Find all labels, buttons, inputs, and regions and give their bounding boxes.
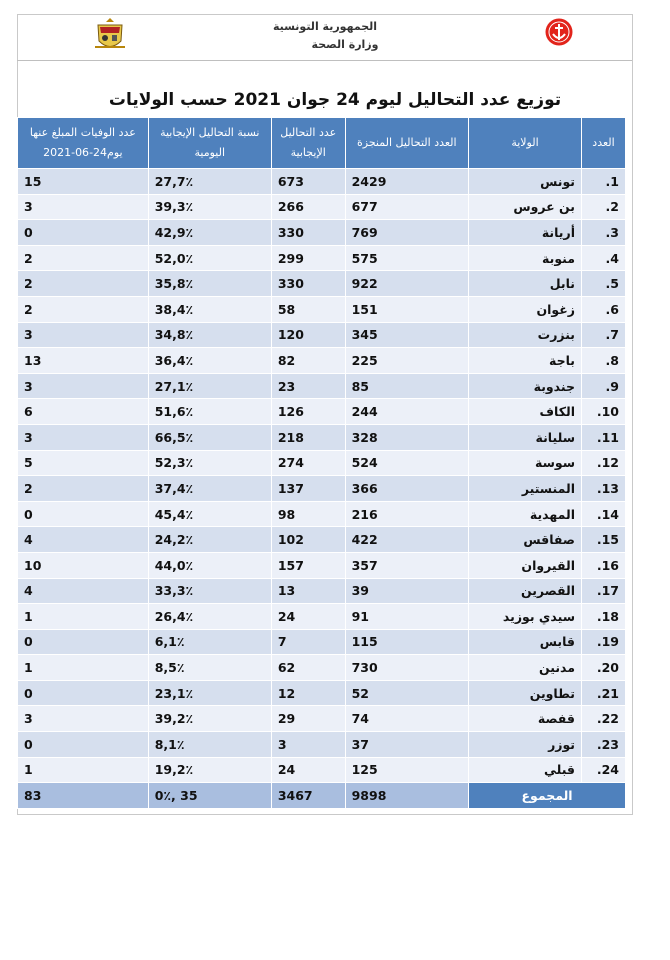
row-index: 13. [582,476,626,502]
table-row [18,322,626,348]
table-row [18,348,626,374]
row-index: 5. [582,271,626,297]
col-tests-done: العدد التحاليل المنجزة [345,118,468,169]
row-rate: 8,5٪ [148,655,271,681]
row-deaths: 4 [18,527,149,553]
total-deaths: 83 [18,783,149,809]
row-index: 23. [582,732,626,758]
ministry-health-logo-icon [545,18,573,46]
row-positive: 673 [271,169,345,195]
col-rate-line2: اليومية [194,146,226,159]
row-index: 11. [582,424,626,450]
row-governorate: تونس [469,169,582,195]
row-positive: 126 [271,399,345,425]
table-row [18,424,626,450]
row-positive: 13 [271,578,345,604]
row-positive: 330 [271,271,345,297]
row-rate: 36,4٪ [148,348,271,374]
page-title: توزيع عدد التحاليل ليوم 24 جوان 2021 حسب الولايات [108,90,562,110]
row-rate: 35,8٪ [148,271,271,297]
row-positive: 98 [271,501,345,527]
row-deaths: 13 [18,348,149,374]
row-rate: 27,1٪ [148,373,271,399]
header-rule [17,60,632,61]
row-tests: 2429 [345,169,468,195]
row-tests: 677 [345,194,468,220]
row-index: 19. [582,629,626,655]
row-rate: 39,3٪ [148,194,271,220]
table-row [18,271,626,297]
row-rate: 39,2٪ [148,706,271,732]
row-governorate: المنستير [469,476,582,502]
row-index: 16. [582,552,626,578]
row-positive: 102 [271,527,345,553]
col-index: العدد [582,118,626,169]
row-tests: 151 [345,296,468,322]
row-tests: 125 [345,757,468,783]
row-index: 21. [582,680,626,706]
table-row [18,476,626,502]
row-governorate: باجة [469,348,582,374]
row-positive: 137 [271,476,345,502]
row-rate: 66,5٪ [148,424,271,450]
row-positive: 12 [271,680,345,706]
row-positive: 23 [271,373,345,399]
total-positive: 3467 [271,783,345,809]
table-row [18,655,626,681]
row-tests: 345 [345,322,468,348]
row-governorate: زغوان [469,296,582,322]
row-governorate: جندوبة [469,373,582,399]
row-deaths: 0 [18,501,149,527]
row-index: 1. [582,169,626,195]
row-rate: 37,4٪ [148,476,271,502]
row-index: 22. [582,706,626,732]
table-row [18,706,626,732]
row-tests: 225 [345,348,468,374]
row-tests: 575 [345,245,468,271]
row-index: 3. [582,220,626,246]
table-row [18,399,626,425]
row-positive: 120 [271,322,345,348]
row-deaths: 1 [18,655,149,681]
row-tests: 91 [345,604,468,630]
row-governorate: بنزرت [469,322,582,348]
row-deaths: 2 [18,296,149,322]
row-rate: 52,0٪ [148,245,271,271]
row-positive: 3 [271,732,345,758]
row-deaths: 2 [18,245,149,271]
row-tests: 74 [345,706,468,732]
table-row [18,373,626,399]
col-positive-line2: الإيجابية [290,146,326,159]
table-row [18,296,626,322]
row-positive: 218 [271,424,345,450]
row-index: 15. [582,527,626,553]
row-governorate: نابل [469,271,582,297]
row-tests: 37 [345,732,468,758]
row-positive: 58 [271,296,345,322]
ministry-name: وزارة الصحة [311,38,379,51]
row-governorate: المهدية [469,501,582,527]
col-deaths-line2: يوم24-06-2021 [43,146,123,159]
row-deaths: 1 [18,604,149,630]
row-deaths: 3 [18,322,149,348]
row-deaths: 5 [18,450,149,476]
table-header-row [18,118,626,169]
row-rate: 38,4٪ [148,296,271,322]
row-deaths: 3 [18,424,149,450]
row-positive: 157 [271,552,345,578]
row-rate: 8,1٪ [148,732,271,758]
row-tests: 216 [345,501,468,527]
total-rate: 35 ,0٪ [148,783,271,809]
row-index: 10. [582,399,626,425]
row-governorate: تطاوين [469,680,582,706]
col-governorate: الولاية [469,118,582,169]
row-index: 18. [582,604,626,630]
table-row [18,527,626,553]
total-label: المجموع [469,783,626,809]
table-row [18,450,626,476]
row-rate: 24,2٪ [148,527,271,553]
row-governorate: سوسة [469,450,582,476]
row-tests: 328 [345,424,468,450]
row-governorate: قابس [469,629,582,655]
table-row [18,169,626,195]
table-row [18,578,626,604]
total-row [18,783,626,809]
row-governorate: صفاقس [469,527,582,553]
table-row [18,629,626,655]
row-tests: 39 [345,578,468,604]
row-index: 4. [582,245,626,271]
row-rate: 6,1٪ [148,629,271,655]
col-positive-line1: عدد التحاليل [280,126,337,139]
row-rate: 34,8٪ [148,322,271,348]
row-deaths: 3 [18,373,149,399]
col-deaths [18,118,149,169]
table-row [18,680,626,706]
row-index: 2. [582,194,626,220]
row-governorate: سيدي بوزيد [469,604,582,630]
row-rate: 27,7٪ [148,169,271,195]
row-tests: 115 [345,629,468,655]
row-deaths: 0 [18,732,149,758]
row-positive: 7 [271,629,345,655]
table-body [18,169,626,783]
row-tests: 357 [345,552,468,578]
row-index: 6. [582,296,626,322]
republic-name: الجمهورية التونسية [272,20,378,33]
row-deaths: 0 [18,680,149,706]
row-rate: 42,9٪ [148,220,271,246]
row-deaths: 10 [18,552,149,578]
row-index: 8. [582,348,626,374]
row-rate: 44,0٪ [148,552,271,578]
row-deaths: 2 [18,476,149,502]
row-deaths: 1 [18,757,149,783]
row-deaths: 3 [18,706,149,732]
row-tests: 922 [345,271,468,297]
row-tests: 85 [345,373,468,399]
row-index: 7. [582,322,626,348]
row-index: 20. [582,655,626,681]
table-row [18,604,626,630]
col-deaths-line1: عدد الوفيات المبلغ عنها [29,126,136,139]
row-positive: 266 [271,194,345,220]
col-positive [271,118,345,169]
row-governorate: قفصة [469,706,582,732]
row-positive: 299 [271,245,345,271]
row-index: 9. [582,373,626,399]
row-index: 17. [582,578,626,604]
row-index: 12. [582,450,626,476]
row-tests: 524 [345,450,468,476]
row-tests: 769 [345,220,468,246]
row-deaths: 4 [18,578,149,604]
total-tests: 9898 [345,783,468,809]
row-deaths: 3 [18,194,149,220]
row-governorate: الكاف [469,399,582,425]
row-positive: 82 [271,348,345,374]
row-governorate: بن عروس [469,194,582,220]
row-governorate: أريانة [469,220,582,246]
col-rate-line1: نسبة التحاليل الإيجابية [160,126,260,139]
table-row [18,245,626,271]
table-row [18,552,626,578]
row-tests: 52 [345,680,468,706]
row-tests: 244 [345,399,468,425]
row-governorate: توزر [469,732,582,758]
row-positive: 24 [271,757,345,783]
table-row [18,220,626,246]
row-rate: 26,4٪ [148,604,271,630]
row-governorate: القصرين [469,578,582,604]
row-index: 14. [582,501,626,527]
row-rate: 52,3٪ [148,450,271,476]
row-governorate: منوبة [469,245,582,271]
row-rate: 19,2٪ [148,757,271,783]
row-index: 24. [582,757,626,783]
row-rate: 45,4٪ [148,501,271,527]
row-rate: 23,1٪ [148,680,271,706]
row-deaths: 15 [18,169,149,195]
tunisia-emblem-icon [93,17,127,53]
table-row [18,732,626,758]
row-positive: 330 [271,220,345,246]
row-tests: 422 [345,527,468,553]
row-tests: 366 [345,476,468,502]
row-governorate: القيروان [469,552,582,578]
row-governorate: قبلي [469,757,582,783]
row-governorate: سليانة [469,424,582,450]
col-rate [148,118,271,169]
row-rate: 51,6٪ [148,399,271,425]
row-positive: 29 [271,706,345,732]
row-deaths: 6 [18,399,149,425]
row-tests: 730 [345,655,468,681]
row-governorate: مدنين [469,655,582,681]
row-deaths: 0 [18,220,149,246]
row-deaths: 0 [18,629,149,655]
row-positive: 24 [271,604,345,630]
row-positive: 274 [271,450,345,476]
table-row [18,757,626,783]
table-row [18,501,626,527]
tests-table [17,117,626,809]
table-row [18,194,626,220]
row-deaths: 2 [18,271,149,297]
row-rate: 33,3٪ [148,578,271,604]
row-positive: 62 [271,655,345,681]
